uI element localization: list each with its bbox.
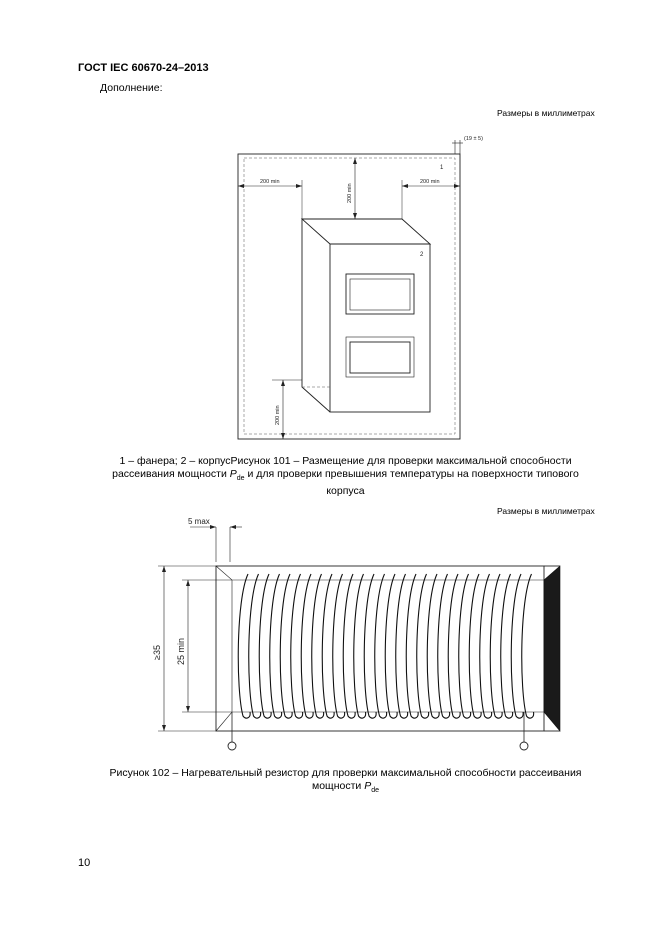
figure-101-units-note: Размеры в миллиметрах bbox=[497, 108, 595, 118]
dim-thickness: (19 ± 5) bbox=[464, 136, 483, 142]
dim-bottom: 200 min bbox=[275, 405, 281, 425]
dim-right: 200 min bbox=[420, 179, 440, 185]
label-housing: 2 bbox=[420, 252, 424, 258]
dim-top: 200 min bbox=[347, 183, 353, 203]
dim-inner: 25 min bbox=[176, 637, 186, 665]
figure-102-caption-line1: Рисунок 102 – Нагревательный резистор для проверки максимальной способности рассеивания bbox=[109, 767, 582, 779]
figure-101-caption-line1: 1 – фанера; 2 – корпусРисунок 101 – Размещение для проверки максимальной способности bbox=[119, 455, 572, 467]
page-number: 10 bbox=[78, 857, 91, 869]
dim-outer: ≥35 bbox=[152, 645, 162, 660]
addition-label: Дополнение: bbox=[100, 82, 163, 94]
dim-gap: 5 max bbox=[188, 517, 210, 526]
label-plywood: 1 bbox=[440, 165, 444, 171]
figure-102-units-note: Размеры в миллиметрах bbox=[497, 506, 595, 516]
figure-101-caption-line2: рассеивания мощности $P_{de}$ и для проверки превышения температуры на поверхности типового bbox=[112, 468, 579, 483]
figure-102-caption-line2: мощности $P_{de}$ bbox=[312, 780, 379, 795]
dim-left: 200 min bbox=[260, 179, 280, 185]
coil-loop bbox=[522, 574, 534, 718]
document-header: ГОСТ IEC 60670-24–2013 bbox=[78, 62, 209, 74]
figure-102-caption bbox=[80, 767, 611, 797]
figure-101-caption-line3: корпуса bbox=[326, 485, 365, 498]
